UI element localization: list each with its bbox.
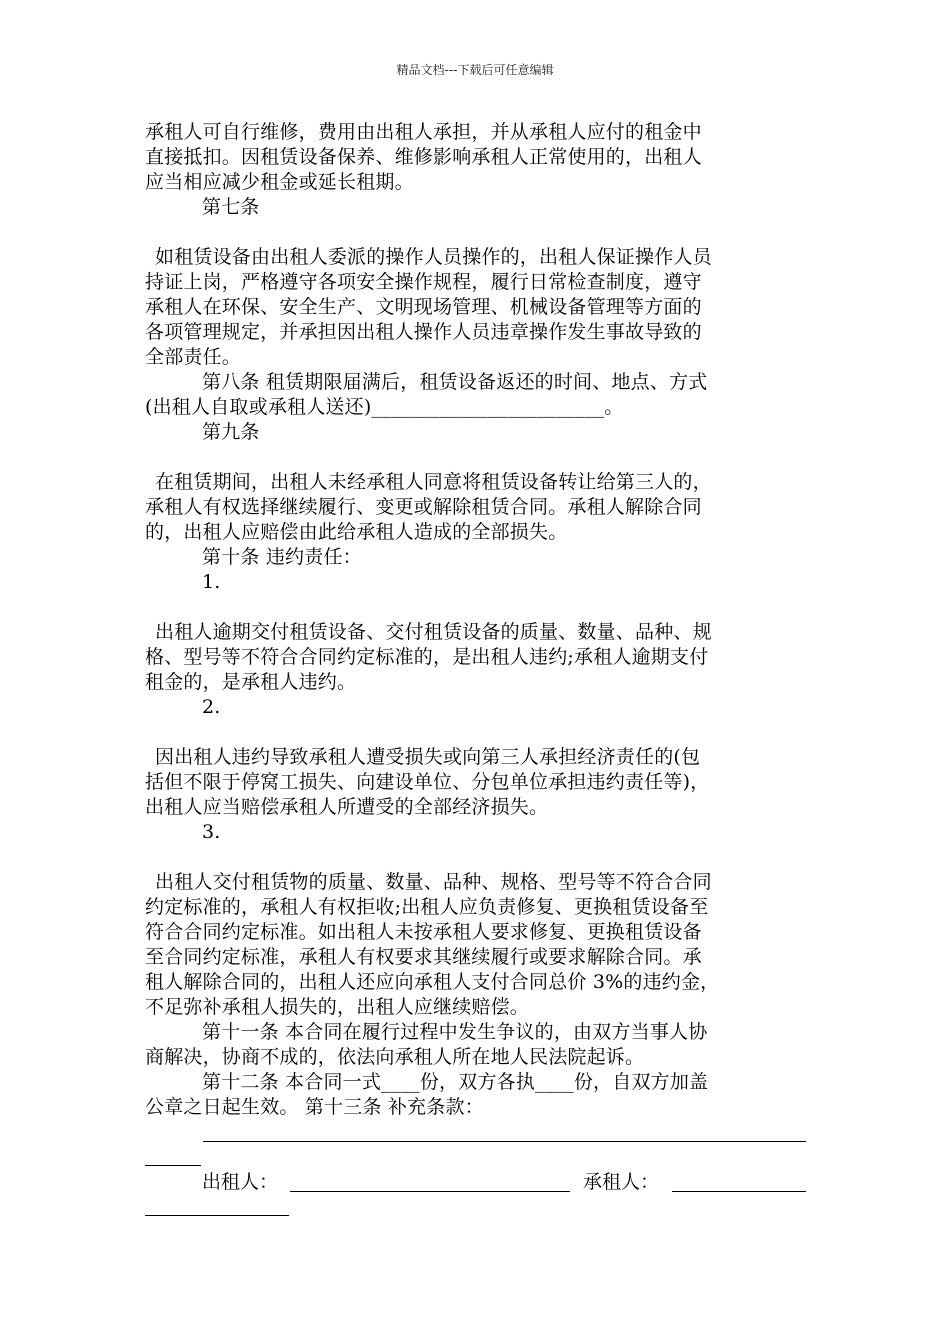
spacer xyxy=(145,595,807,620)
paragraph-line: 应当相应减少租金或延长租期。 xyxy=(145,171,414,193)
paragraph-line: 承租人在环保、安全生产、文明现场管理、机械设备管理等方面的 xyxy=(145,296,702,318)
paragraph-line: 承租人有权选择继续履行、变更或解除租赁合同。承租人解除合同 xyxy=(145,496,702,518)
item-number: 2. xyxy=(202,696,221,718)
paragraph-line: 直接抵扣。因租赁设备保养、维修影响承租人正常使用的，出租人 xyxy=(145,146,702,168)
supplementary-clause-rule xyxy=(203,1141,806,1142)
paragraph-line: 租金的，是承租人违约。 xyxy=(145,671,357,693)
spacer xyxy=(145,845,807,870)
paragraph-line: 租人解除合同的，出租人还应向承租人支付合同总价 3%的违约金， xyxy=(145,971,720,993)
signature-row xyxy=(202,1170,808,1196)
article-8-line: 第八条 租赁期限届满后，租赁设备返还的时间、地点、方式 xyxy=(202,371,708,393)
item-number: 3. xyxy=(202,821,221,843)
spacer xyxy=(145,445,807,470)
paragraph-line: 符合合同约定标准。如出租人未按承租人要求修复、更换租赁设备 xyxy=(145,921,702,943)
page-header: 精品文档---下载后可任意编辑 xyxy=(396,63,554,77)
supplementary-clause-rule-tail xyxy=(145,1165,201,1166)
paragraph-line: 括但不限于停窝工损失、向建设单位、分包单位承担违约责任等)， xyxy=(145,771,710,793)
paragraph-line: 约定标准的，承租人有权拒收;出租人应负责修复、更换租赁设备至 xyxy=(145,896,709,918)
article-12-line: 公章之日起生效。 第十三条 补充条款： xyxy=(145,1096,484,1118)
lessee-signature-rule xyxy=(672,1191,806,1192)
paragraph-line: 各项管理规定，并承担因出租人操作人员违章操作发生事故导致的 xyxy=(145,321,702,343)
lessor-label: 出租人： xyxy=(202,1171,279,1193)
paragraph-line: 持证上岗，严格遵守各项安全操作规程，履行日常检查制度，遵守 xyxy=(145,271,702,293)
article-10-heading: 第十条 违约责任： xyxy=(202,546,362,568)
paragraph-line: 的，出租人应赔偿由此给承租人造成的全部损失。 xyxy=(145,521,568,543)
paragraph-line: 全部责任。 xyxy=(145,346,242,368)
lessee-label-wrap xyxy=(583,1170,659,1196)
contract-body xyxy=(145,120,807,1120)
paragraph-line: 出租人交付租赁物的质量、数量、品种、规格、型号等不符合合同 xyxy=(155,871,712,893)
paragraph-line: 至合同约定标准，承租人有权要求其继续履行或要求解除合同。承 xyxy=(145,946,702,968)
paragraph-line: 格、型号等不符合合同约定标准的，是出租人违约;承租人逾期支付 xyxy=(145,646,709,668)
article-11-line: 第十一条 本合同在履行过程中发生争议的，由双方当事人协 xyxy=(202,1021,708,1043)
lessee-signature-rule-tail xyxy=(145,1215,289,1216)
paragraph-line: 承租人可自行维修，费用由出租人承担，并从承租人应付的租金中 xyxy=(145,121,702,143)
article-8-line: (出租人自取或承租人送还)________________________。 xyxy=(145,396,624,418)
paragraph-line: 在租赁期间，出租人未经承租人同意将租赁设备转让给第三人的， xyxy=(155,471,712,493)
spacer xyxy=(145,720,807,745)
article-11-line: 商解决，协商不成的，依法向承租人所在地人民法院起诉。 xyxy=(145,1046,645,1068)
spacer xyxy=(145,220,807,245)
lessor-signature-rule xyxy=(290,1191,570,1192)
article-9-heading: 第九条 xyxy=(202,421,260,443)
paragraph-line: 不足弥补承租人损失的，出租人应继续赔偿。 xyxy=(145,996,530,1018)
article-7-heading: 第七条 xyxy=(202,196,260,218)
lessee-label: 承租人： xyxy=(583,1171,660,1193)
paragraph-line: 如租赁设备由出租人委派的操作人员操作的，出租人保证操作人员 xyxy=(155,246,712,268)
item-number: 1. xyxy=(202,571,221,593)
paragraph-line: 出租人逾期交付租赁设备、交付租赁设备的质量、数量、品种、规 xyxy=(155,621,712,643)
paragraph-line: 出租人应当赔偿承租人所遭受的全部经济损失。 xyxy=(145,796,549,818)
article-12-line: 第十二条 本合同一式____份，双方各执____份，自双方加盖 xyxy=(202,1071,709,1093)
paragraph-line: 因出租人违约导致承租人遭受损失或向第三人承担经济责任的(包 xyxy=(155,746,701,768)
